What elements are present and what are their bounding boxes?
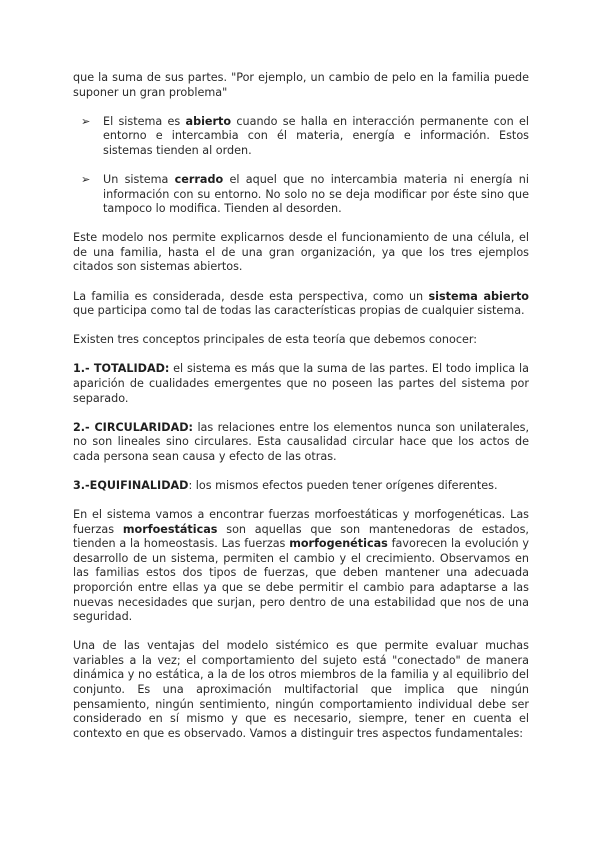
- list-item-abierto: ➢ El sistema es abierto cuando se halla en interacción permanente con el entorno e intercambia con él materia, energía e información. Estos sistemas tienden al orden.: [81, 114, 529, 157]
- list-item-cerrado: ➢ Un sistema cerrado el aquel que no intercambia materia ni energía ni información con su entorno. No solo no se deja modificar por éste sino que tampoco lo modifica. Tienden al desorden.: [81, 172, 529, 216]
- fuerzas-paragraph: En el sistema vamos a encontrar fuerzas morfoestáticas y morfogenéticas. Las fuerzas morfoestáticas son aquellas que son mantenedoras de estados, tienden a la homeostasis. Las fuerzas morfogenéticas favorecen la evolución y desarrollo de un sistema, permiten el cambio y el crecimiento. Observamos en las familias estos dos tipos de fuerzas, que deben mantener una adecuada proporción entre ellas ya que se debe permitir el cambio para adaptarse a las nuevas necesidades que surjan, pero dentro de una estabilidad que nos de una seguridad.: [73, 507, 530, 624]
- concepto-circularidad: 2.- CIRCULARIDAD: las relaciones entre los elementos nunca son unilaterales, no son lineales sino circulares. Esta causalidad circular hace que los actos de cada persona sean causa y efecto de las otras.: [73, 420, 529, 463]
- conceptos-intro: Existen tres conceptos principales de esta teoría que debemos conocer:: [73, 333, 478, 347]
- concepto-equifinalidad: 3.-EQUIFINALIDAD: los mismos efectos pueden tener orígenes diferentes.: [73, 478, 498, 492]
- document-page: [73, 71, 529, 756]
- term-abierto: abierto: [185, 114, 232, 128]
- intro-paragraph: que la suma de sus partes. "Por ejemplo, un cambio de pelo en la familia puede suponer un gran problema": [73, 71, 529, 99]
- arrow-bullet-icon: ➢: [81, 172, 91, 186]
- familia-paragraph: La familia es considerada, desde esta perspectiva, como un sistema abierto que participa como tal de todas las características propias de cualquier sistema.: [73, 289, 529, 318]
- term-morfoestaticas: morfoestáticas: [122, 522, 218, 536]
- term-cerrado: cerrado: [174, 172, 224, 186]
- system-types-list: [73, 115, 529, 217]
- term-sistema-abierto: sistema abierto: [428, 289, 529, 303]
- term-morfogeneticas: morfogenéticas: [289, 537, 388, 551]
- modelo-paragraph: Este modelo nos permite explicarnos desde el funcionamiento de una célula, el de una familia, hasta el de una gran organización, ya que los tres ejemplos citados son sistemas abiertos.: [73, 231, 529, 274]
- ventajas-paragraph: Una de las ventajas del modelo sistémico es que permite evaluar muchas variables a la vez; el comportamiento del sujeto está "conectado" de manera dinámica y no estática, a la de los otros miembros de la familia y al equilibrio del conjunto. Es una aproximación multifactorial que implica que ningún pensamiento, ningún sentimiento, ningún comportamiento individual debe ser considerado en sí mismo y que es necesario, siempre, tener en cuenta el contexto en que es observado. Vamos a distinguir tres aspectos fundamentales:: [73, 639, 529, 740]
- arrow-bullet-icon: ➢: [81, 114, 91, 128]
- concepto-totalidad: 1.- TOTALIDAD: el sistema es más que la suma de las partes. El todo implica la aparición de cualidades emergentes que no poseen las partes del sistema por separado.: [73, 362, 529, 405]
